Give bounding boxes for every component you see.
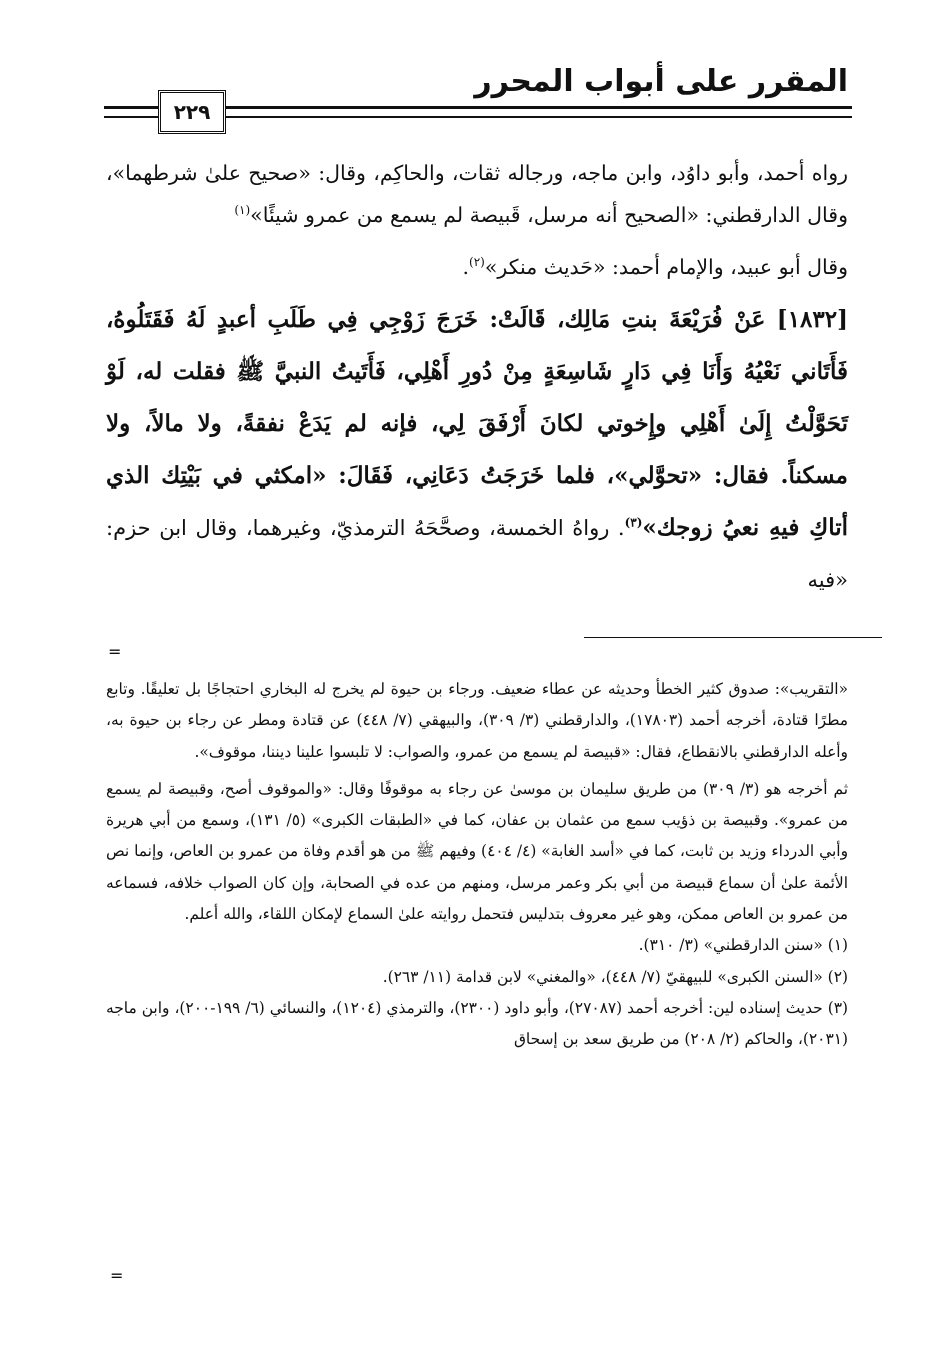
footnote-1: (١) «سنن الدارقطني» (٣/ ٣١٠). — [638, 936, 848, 955]
hadith-number: [١٨٣٢] — [776, 306, 848, 333]
main-text — [106, 152, 848, 606]
footnote-ref: (٣) — [624, 515, 643, 530]
paragraph-narration — [106, 152, 848, 236]
paragraph-opinion — [106, 246, 848, 288]
hadith-tail: . رواهُ الخمسة، وصحَّحَهُ الترمذيّ، وغيرهما، وقال ابن حزم: «فيه — [106, 516, 848, 592]
footnote-3: (٣) حديث إسناده لين: أخرجه أحمد (٢٧٠٨٧)، وأبو داود (٢٣٠٠)، والترمذي (١٢٠٤)، والنسائي (٦/ ١٩٩-٢٠٠)، وابن ماجه (٢٠٣١)، والحاكم (٢/ ٢٠٨) من طريق سعد بن إسحاق — [106, 998, 849, 1049]
page-number: ٢٢٩ — [158, 90, 226, 134]
opinion-text: وقال أبو عبيد، والإمام أحمد: «حَديث منكر» — [484, 255, 848, 279]
footnote-continuation: ثم أخرجه هو (٣/ ٣٠٩) من طريق سليمان بن موسىٰ عن رجاء به موقوفًا وقال: «والموقوف أصح، وقبيصة لم يسمع من عمرو». وقبيصة بن ذؤيب سمع من عثمان بن عفان، كما في «الطبقات الكبرى» (٥/ ١٣١)، وسمع من أبي هريرة وأبي الدرداء وزيد بن ثابت، كما في «أسد الغابة» (٤/ ٤٠٤) وفيهم ﷺ من هو أقدم وفاة من عمرو بن العاص، وإنما نص الأئمة علىٰ أن سماع قبيصة من أبي بكر وعمر مرسل، ومنهم من عده في الصحابة، وإن كان الصواب خلافه، فسماعه من عمرو بن العاص ممكن، وهو غير معروف بتدليس فتحمل روايته علىٰ السماع لإمكان اللقاء، والله أعلم. — [106, 779, 849, 924]
continuation-marker: = — [108, 642, 122, 661]
footnote-ref: (٢) — [469, 255, 485, 270]
period: . — [462, 255, 470, 279]
footnote-ref: (١) — [234, 203, 251, 218]
running-title: المقرر على أبواب المحرر — [474, 64, 848, 99]
footnote-2: (٢) «السنن الكبرى» للبيهقيّ (٧/ ٤٤٨)، «والمغني» لابن قدامة (١١/ ٢٦٣). — [382, 967, 848, 986]
footnote-continuation: «التقريب»: صدوق كثير الخطأ وحديثه عن عطاء ضعيف. ورجاء بن حيوة لم يخرج له البخاري احتجاجًا بل تعليقًا. وتابع مطرًا قتادة، أخرجه أحمد (١٧٨٠٣)، والدارقطني (٣/ ٣٠٩)، والبيهقي (٧/ ٤٤٨) عن قتادة ومطر عن رجاء بن حيوة به، وأعله الدارقطني بالانقطاع، فقال: «قبيصة لم يسمع من عمرو، والصواب: لا تلبسوا علينا ديننا، موقوف». — [106, 680, 849, 761]
footnote-separator — [584, 637, 882, 638]
hadith-paragraph — [106, 294, 848, 606]
continuation-marker: = — [110, 1266, 124, 1285]
narration-text: رواه أحمد، وأبو داوُد، وابن ماجه، ورجاله ثقات، والحاكِم، وقال: «صحيح علىٰ شرطهما»، وقال الدارقطني: «الصحيح أنه مرسل، قَبيصة لم يسمع من عمرو شيئًا» — [106, 161, 848, 227]
hadith-text: عَنْ فُرَيْعَةَ بنتِ مَالِك، قَالَتْ: خَرَجَ زَوْجِي فِي طَلَبِ أعبدٍ لَهُ فَقَتَلُوهُ، فَأَتَاني نَعْيُهُ وَأَنَا فِي دَارٍ شَاسِعَةٍ مِنْ دُورِ أَهْلِي، فَأَتَيتُ النبيَّ ﷺ فقلت له، لَوْ تَحَوَّلْتُ إِلَىٰ أَهْلِي وإِخوتي لكانَ أَرْفَقَ لِي، فإنه لم يَدَعْ نفقةً، ولا مالاً، ولا مسكناً. فقال: «تحوَّلي»، فلما خَرَجَتُ دَعَانِي، فَقَالَ: «امكثي في بَيْتِك الذي أتاكِ فيهِ نعيُ زوجك» — [106, 306, 848, 541]
footnotes — [106, 674, 848, 1056]
